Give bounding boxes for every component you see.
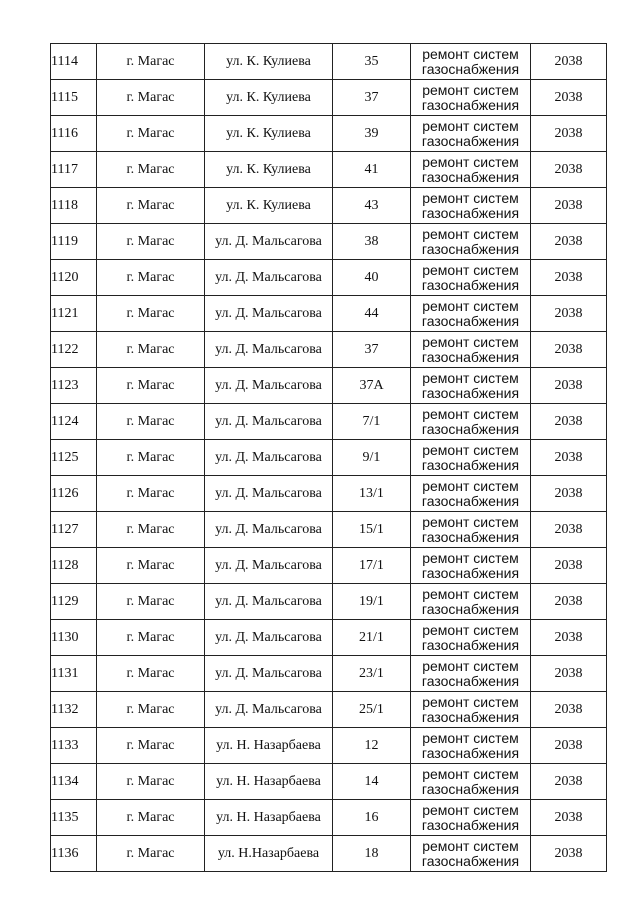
house-number-cell: 41 — [333, 152, 411, 188]
work-type-line-2: газоснабжения — [421, 60, 520, 77]
work-type-cell — [411, 80, 531, 116]
row-number-cell: 1128 — [51, 548, 97, 584]
street-cell: ул. Д. Мальсагова — [205, 440, 333, 476]
city-cell: г. Магас — [97, 836, 205, 872]
work-type-line-1: ремонт систем — [422, 621, 519, 638]
year-cell: 2038 — [531, 548, 607, 584]
year-cell: 2038 — [531, 440, 607, 476]
work-type-line-1: ремонт систем — [422, 729, 519, 746]
table-row — [51, 260, 607, 296]
work-type-line-1: ремонт систем — [422, 117, 519, 134]
year-cell: 2038 — [531, 80, 607, 116]
work-type-cell — [411, 836, 531, 872]
city-cell: г. Магас — [97, 368, 205, 404]
house-number-cell: 18 — [333, 836, 411, 872]
street-cell: ул. Д. Мальсагова — [205, 584, 333, 620]
city-cell: г. Магас — [97, 296, 205, 332]
work-type-line-1: ремонт систем — [422, 225, 519, 242]
house-number-cell: 23/1 — [333, 656, 411, 692]
work-type-line-1: ремонт систем — [422, 153, 519, 170]
work-type-cell — [411, 692, 531, 728]
work-type-cell — [411, 152, 531, 188]
street-cell: ул. Д. Мальсагова — [205, 692, 333, 728]
city-cell: г. Магас — [97, 440, 205, 476]
house-number-cell: 35 — [333, 44, 411, 80]
row-number-cell: 1121 — [51, 296, 97, 332]
work-type-cell — [411, 260, 531, 296]
table-row — [51, 800, 607, 836]
city-cell: г. Магас — [97, 188, 205, 224]
work-type-line-2: газоснабжения — [421, 456, 520, 473]
year-cell: 2038 — [531, 44, 607, 80]
city-cell: г. Магас — [97, 476, 205, 512]
table-row — [51, 80, 607, 116]
city-cell: г. Магас — [97, 692, 205, 728]
city-cell: г. Магас — [97, 728, 205, 764]
work-type-line-1: ремонт систем — [422, 513, 519, 530]
work-type-line-2: газоснабжения — [421, 168, 520, 185]
work-type-line-2: газоснабжения — [421, 420, 520, 437]
work-type-cell — [411, 440, 531, 476]
city-cell: г. Магас — [97, 764, 205, 800]
street-cell: ул. Н.Назарбаева — [205, 836, 333, 872]
work-type-line-2: газоснабжения — [421, 348, 520, 365]
row-number-cell: 1117 — [51, 152, 97, 188]
city-cell: г. Магас — [97, 620, 205, 656]
work-type-line-2: газоснабжения — [421, 672, 520, 689]
work-type-line-2: газоснабжения — [421, 204, 520, 221]
house-number-cell: 40 — [333, 260, 411, 296]
work-type-line-1: ремонт систем — [422, 837, 519, 854]
year-cell: 2038 — [531, 332, 607, 368]
house-number-cell: 43 — [333, 188, 411, 224]
work-type-line-2: газоснабжения — [421, 780, 520, 797]
house-number-cell: 44 — [333, 296, 411, 332]
work-type-line-2: газоснабжения — [421, 600, 520, 617]
house-number-cell: 13/1 — [333, 476, 411, 512]
table-row — [51, 836, 607, 872]
work-type-line-1: ремонт систем — [422, 81, 519, 98]
row-number-cell: 1135 — [51, 800, 97, 836]
work-type-line-2: газоснабжения — [421, 384, 520, 401]
row-number-cell: 1124 — [51, 404, 97, 440]
house-number-cell: 21/1 — [333, 620, 411, 656]
year-cell: 2038 — [531, 116, 607, 152]
year-cell: 2038 — [531, 512, 607, 548]
work-type-cell — [411, 476, 531, 512]
street-cell: ул. Д. Мальсагова — [205, 260, 333, 296]
city-cell: г. Магас — [97, 152, 205, 188]
house-number-cell: 17/1 — [333, 548, 411, 584]
registry-table-body — [51, 44, 607, 872]
work-type-cell — [411, 728, 531, 764]
house-number-cell: 12 — [333, 728, 411, 764]
row-number-cell: 1133 — [51, 728, 97, 764]
work-type-line-1: ремонт систем — [422, 369, 519, 386]
table-row — [51, 656, 607, 692]
table-row — [51, 728, 607, 764]
row-number-cell: 1125 — [51, 440, 97, 476]
house-number-cell: 37 — [333, 80, 411, 116]
street-cell: ул. К. Кулиева — [205, 152, 333, 188]
year-cell: 2038 — [531, 152, 607, 188]
year-cell: 2038 — [531, 656, 607, 692]
work-type-cell — [411, 116, 531, 152]
street-cell: ул. Д. Мальсагова — [205, 224, 333, 260]
table-row — [51, 548, 607, 584]
work-type-cell — [411, 404, 531, 440]
street-cell: ул. Д. Мальсагова — [205, 620, 333, 656]
year-cell: 2038 — [531, 224, 607, 260]
table-row — [51, 188, 607, 224]
house-number-cell: 7/1 — [333, 404, 411, 440]
row-number-cell: 1136 — [51, 836, 97, 872]
street-cell: ул. К. Кулиева — [205, 44, 333, 80]
work-type-line-2: газоснабжения — [421, 312, 520, 329]
street-cell: ул. Н. Назарбаева — [205, 728, 333, 764]
work-type-line-1: ремонт систем — [422, 585, 519, 602]
row-number-cell: 1119 — [51, 224, 97, 260]
table-row — [51, 44, 607, 80]
house-number-cell: 15/1 — [333, 512, 411, 548]
work-type-cell — [411, 188, 531, 224]
house-number-cell: 25/1 — [333, 692, 411, 728]
street-cell: ул. Д. Мальсагова — [205, 404, 333, 440]
city-cell: г. Магас — [97, 656, 205, 692]
street-cell: ул. К. Кулиева — [205, 80, 333, 116]
street-cell: ул. К. Кулиева — [205, 116, 333, 152]
year-cell: 2038 — [531, 188, 607, 224]
city-cell: г. Магас — [97, 80, 205, 116]
work-type-line-2: газоснабжения — [421, 492, 520, 509]
table-row — [51, 440, 607, 476]
row-number-cell: 1129 — [51, 584, 97, 620]
row-number-cell: 1116 — [51, 116, 97, 152]
house-number-cell: 38 — [333, 224, 411, 260]
row-number-cell: 1114 — [51, 44, 97, 80]
work-type-cell — [411, 656, 531, 692]
table-row — [51, 692, 607, 728]
work-type-cell — [411, 764, 531, 800]
work-type-line-2: газоснабжения — [421, 96, 520, 113]
row-number-cell: 1118 — [51, 188, 97, 224]
street-cell: ул. Д. Мальсагова — [205, 548, 333, 584]
row-number-cell: 1126 — [51, 476, 97, 512]
work-type-cell — [411, 584, 531, 620]
city-cell: г. Магас — [97, 116, 205, 152]
row-number-cell: 1120 — [51, 260, 97, 296]
work-type-line-1: ремонт систем — [422, 657, 519, 674]
year-cell: 2038 — [531, 692, 607, 728]
row-number-cell: 1131 — [51, 656, 97, 692]
street-cell: ул. К. Кулиева — [205, 188, 333, 224]
year-cell: 2038 — [531, 800, 607, 836]
year-cell: 2038 — [531, 620, 607, 656]
work-type-cell — [411, 620, 531, 656]
work-type-cell — [411, 548, 531, 584]
registry-table — [50, 43, 607, 872]
house-number-cell: 37А — [333, 368, 411, 404]
work-type-line-1: ремонт систем — [422, 189, 519, 206]
work-type-line-2: газоснабжения — [421, 708, 520, 725]
row-number-cell: 1127 — [51, 512, 97, 548]
street-cell: ул. Д. Мальсагова — [205, 296, 333, 332]
city-cell: г. Магас — [97, 800, 205, 836]
table-row — [51, 404, 607, 440]
street-cell: ул. Д. Мальсагова — [205, 332, 333, 368]
table-row — [51, 620, 607, 656]
work-type-cell — [411, 368, 531, 404]
street-cell: ул. Н. Назарбаева — [205, 800, 333, 836]
work-type-line-1: ремонт систем — [422, 45, 519, 62]
table-row — [51, 476, 607, 512]
table-row — [51, 224, 607, 260]
year-cell: 2038 — [531, 476, 607, 512]
city-cell: г. Магас — [97, 584, 205, 620]
work-type-line-2: газоснабжения — [421, 240, 520, 257]
city-cell: г. Магас — [97, 548, 205, 584]
work-type-line-2: газоснабжения — [421, 276, 520, 293]
table-row — [51, 368, 607, 404]
row-number-cell: 1132 — [51, 692, 97, 728]
work-type-line-1: ремонт систем — [422, 333, 519, 350]
work-type-line-1: ремонт систем — [422, 405, 519, 422]
street-cell: ул. Д. Мальсагова — [205, 368, 333, 404]
work-type-line-1: ремонт систем — [422, 297, 519, 314]
work-type-cell — [411, 224, 531, 260]
work-type-line-1: ремонт систем — [422, 261, 519, 278]
work-type-line-1: ремонт систем — [422, 801, 519, 818]
street-cell: ул. Н. Назарбаева — [205, 764, 333, 800]
house-number-cell: 37 — [333, 332, 411, 368]
city-cell: г. Магас — [97, 44, 205, 80]
table-row — [51, 152, 607, 188]
year-cell: 2038 — [531, 836, 607, 872]
street-cell: ул. Д. Мальсагова — [205, 476, 333, 512]
row-number-cell: 1115 — [51, 80, 97, 116]
city-cell: г. Магас — [97, 512, 205, 548]
row-number-cell: 1130 — [51, 620, 97, 656]
table-row — [51, 584, 607, 620]
city-cell: г. Магас — [97, 224, 205, 260]
year-cell: 2038 — [531, 368, 607, 404]
city-cell: г. Магас — [97, 404, 205, 440]
row-number-cell: 1122 — [51, 332, 97, 368]
work-type-line-1: ремонт систем — [422, 765, 519, 782]
year-cell: 2038 — [531, 296, 607, 332]
city-cell: г. Магас — [97, 332, 205, 368]
work-type-line-1: ремонт систем — [422, 549, 519, 566]
house-number-cell: 39 — [333, 116, 411, 152]
work-type-line-2: газоснабжения — [421, 528, 520, 545]
work-type-cell — [411, 800, 531, 836]
work-type-line-2: газоснабжения — [421, 132, 520, 149]
table-row — [51, 332, 607, 368]
work-type-line-1: ремонт систем — [422, 477, 519, 494]
house-number-cell: 16 — [333, 800, 411, 836]
work-type-line-2: газоснабжения — [421, 852, 520, 869]
year-cell: 2038 — [531, 584, 607, 620]
house-number-cell: 14 — [333, 764, 411, 800]
house-number-cell: 19/1 — [333, 584, 411, 620]
year-cell: 2038 — [531, 260, 607, 296]
city-cell: г. Магас — [97, 260, 205, 296]
street-cell: ул. Д. Мальсагова — [205, 656, 333, 692]
work-type-cell — [411, 332, 531, 368]
year-cell: 2038 — [531, 764, 607, 800]
row-number-cell: 1134 — [51, 764, 97, 800]
work-type-cell — [411, 296, 531, 332]
year-cell: 2038 — [531, 404, 607, 440]
street-cell: ул. Д. Мальсагова — [205, 512, 333, 548]
house-number-cell: 9/1 — [333, 440, 411, 476]
work-type-line-2: газоснабжения — [421, 636, 520, 653]
work-type-line-2: газоснабжения — [421, 816, 520, 833]
work-type-cell — [411, 512, 531, 548]
row-number-cell: 1123 — [51, 368, 97, 404]
year-cell: 2038 — [531, 728, 607, 764]
work-type-line-1: ремонт систем — [422, 693, 519, 710]
work-type-line-2: газоснабжения — [421, 564, 520, 581]
table-row — [51, 764, 607, 800]
table-row — [51, 296, 607, 332]
table-row — [51, 116, 607, 152]
work-type-cell — [411, 44, 531, 80]
table-row — [51, 512, 607, 548]
work-type-line-1: ремонт систем — [422, 441, 519, 458]
work-type-line-2: газоснабжения — [421, 744, 520, 761]
